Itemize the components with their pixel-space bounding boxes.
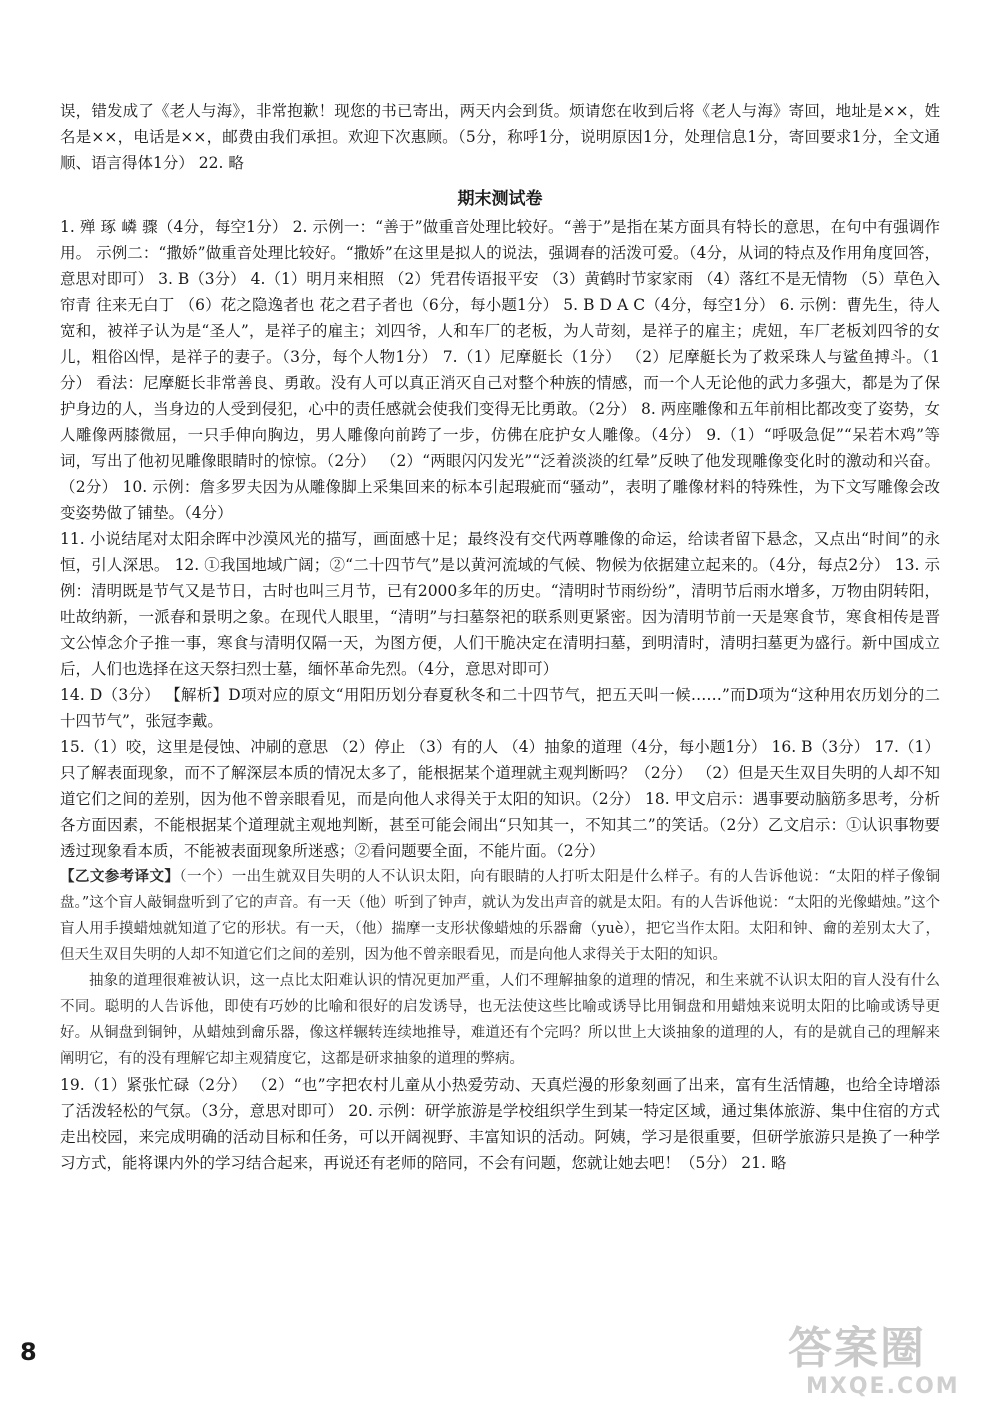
watermark-logo <box>788 1312 988 1408</box>
previous-section-text: 误，错发成了《老人与海》，非常抱歉！现您的书已寄出，两天内会到货。烦请您在收到后将《老人与海》寄回，地址是××，姓名是××，电话是××，邮费由我们承担。欢迎下次惠顾。（5分，称呼1分，说明原因1分，处理信息1分，寄回要求1分，全文通顺、语言得体1分） 22. 略 <box>60 102 940 172</box>
section-title: 期末测试卷 <box>457 189 543 209</box>
answer-page <box>60 98 940 1176</box>
answer-paragraph-2: 11. 小说结尾对太阳余晖中沙漠风光的描写，画面感十足；最终没有交代两尊雕像的命运，给读者留下悬念，又点出“时间”的永恒，引人深思。 12. ①我国地域广阔；②“二十四节气”是以黄河流域的气候、物候为依据建立起来的。（4分，每点2分） 13. 示例：清明既是节气又是节日，古时也叫三月节，已有2000多年的历史。“清明时节雨纷纷”，清明节后雨水增多，万物由阴转阳，吐故纳新，一派春和景明之象。在现代人眼里，“清明”与扫墓祭祀的联系则更紧密。因为清明节前一天是寒食节，寒食相传是晋文公悼念介子推一事，寒食与清明仅隔一天，为图方便，人们干脆决定在清明扫墓，到明清时，清明扫墓更为盛行。新中国成立后，人们也选择在这天祭扫烈士墓，缅怀革命先烈。（4分，意思对即可） <box>60 530 940 678</box>
translation-paragraph-1 <box>60 864 940 968</box>
answer-paragraph-1: 1. 殚 琢 嶙 骤（4分，每空1分） 2. 示例一：“善于”做重音处理比较好。“善于”是指在某方面具有特长的意思，在句中有强调作用。 示例二：“撒娇”做重音处理比较好。“撒娇”在这里是拟人的说法，强调春的活泼可爱。（4分，从词的特点及作用角度回答，意思对即可） 3. B（3分） 4.（1）明月来相照 （2）凭君传语报平安 （3）黄鹤时节家家雨 （4）落红不是无情物 （5）草色入帘青 往来无白丁 （6）花之隐逸者也 花之君子者也（6分，每小题1分） 5. B D A C（4分，每空1分） 6. 示例：曹先生，待人宽和，被祥子认为是“圣人”，是祥子的雇主；刘四爷，人和车厂的老板，为人苛刻，是祥子的雇主；虎妞，车厂老板刘四爷的女儿，粗俗凶悍，是祥子的妻子。（3分，每个人物1分） 7.（1）尼摩艇长（1分） （2）尼摩艇长为了救采珠人与鲨鱼搏斗。（1分） 看法：尼摩艇长非常善良、勇敢。没有人可以真正消灭自己对整个种族的情感，而一个人无论他的武力多强大，都是为了保护身边的人，当身边的人受到侵犯，心中的责任感就会使我们变得无比勇敢。（2分） 8. 两座雕像和五年前相比都改变了姿势，女人雕像两膝微屈，一只手伸向胸边，男人雕像向前跨了一步，仿佛在庇护女人雕像。（4分） 9.（1）“呼吸急促”“呆若木鸡”等词，写出了他初见雕像眼睛时的惊惊。（2分） （2）“两眼闪闪发光”“泛着淡淡的红晕”反映了他发现雕像变化时的激动和兴奋。（2分） 10. 示例：詹多罗夫因为从雕像脚上采集回来的标本引起瑕疵而“骚动”，表明了雕像材料的特殊性，为下文写雕像会改变姿势做了铺垫。（4分） <box>60 218 940 522</box>
watermark-text: 答案圈 <box>788 1323 926 1374</box>
answer-paragraph-3: 14. D（3分） 【解析】D项对应的原文“用阳历划分春夏秋冬和二十四节气，把五天叫一候……”而D项为“这种用农历划分的二十四节气”，张冠李戴。 <box>60 686 940 730</box>
page-number: 8 <box>20 1338 37 1366</box>
watermark-domain: MXQE.COM <box>806 1374 960 1399</box>
translation-text-2: 抽象的道理很难被认识，这一点比太阳难认识的情况更加严重，人们不理解抽象的道理的情况，和生来就不认识太阳的盲人没有什么不同。聪明的人告诉他，即使有巧妙的比喻和很好的启发诱导，也无法使这些比喻或诱导比用铜盘和用蜡烛来说明太阳的比喻或诱导更好。从铜盘到铜钟，从蜡烛到龠乐器，像这样辗转连续地推导，难道还有个完吗？所以世上大谈抽象的道理的人，有的是就自己的理解来阐明它，有的没有理解它却主观猜度它，这都是研求抽象的道理的弊病。 <box>60 973 940 1067</box>
answer-paragraph-4: 15.（1）咬，这里是侵蚀、冲刷的意思 （2）停止 （3）有的人 （4）抽象的道理（4分，每小题1分） 16. B（3分） 17.（1）只了解表面现象，而不了解深层本质的情况太多了，能根据某个道理就主观判断吗？（2分） （2）但是天生双目失明的人却不知道它们之间的差别，因为他不曾亲眼看见，而是向他人求得关于太阳的知识。（2分） 18. 甲文启示：遇事要动脑筋多思考，分析各方面因素，不能根据某个道理就主观地判断，甚至可能会闹出“只知其一，不知其二”的笑话。（2分）乙文启示：①认识事物要透过现象看本质，不能被表面现象所迷惑；②看问题要全面，不能片面。（2分） <box>60 738 940 860</box>
answer-paragraph-final: 19.（1）紧张忙碌（2分） （2）“也”字把农村儿童从小热爱劳动、天真烂漫的形象刻画了出来，富有生活情趣，也给全诗增添了活泼轻松的气氛。（3分，意思对即可） 20. 示例：研学旅游是学校组织学生到某一特定区域，通过集体旅游、集中住宿的方式走出校园，来完成明确的活动目标和任务，可以开阔视野、丰富知识的活动。阿姨，学习是很重要，但研学旅游只是换了一种学习方式，能将课内外的学习结合起来，再说还有老师的陪同，不会有问题，您就让她去吧！（5分） 21. 略 <box>60 1076 940 1172</box>
translation-text-1: （一个）一出生就双目失明的人不认识太阳，向有眼睛的人打听太阳是什么样子。有的人告诉他说：“太阳的样子像铜盘。”这个盲人敲铜盘听到了它的声音。有一天（他）听到了钟声，就认为发出声音的就是太阳。有的人告诉他说：“太阳的光像蜡烛。”这个盲人用手摸蜡烛就知道了它的形状。有一天，（他）揣摩一支形状像蜡烛的乐器龠（yuè），把它当作太阳。太阳和钟、龠的差别太大了，但天生双目失明的人却不知道它们之间的差别，因为他不曾亲眼看见，而是向他人求得关于太阳的知识。 <box>60 869 941 963</box>
translation-label: 【乙文参考译文】 <box>60 868 180 885</box>
